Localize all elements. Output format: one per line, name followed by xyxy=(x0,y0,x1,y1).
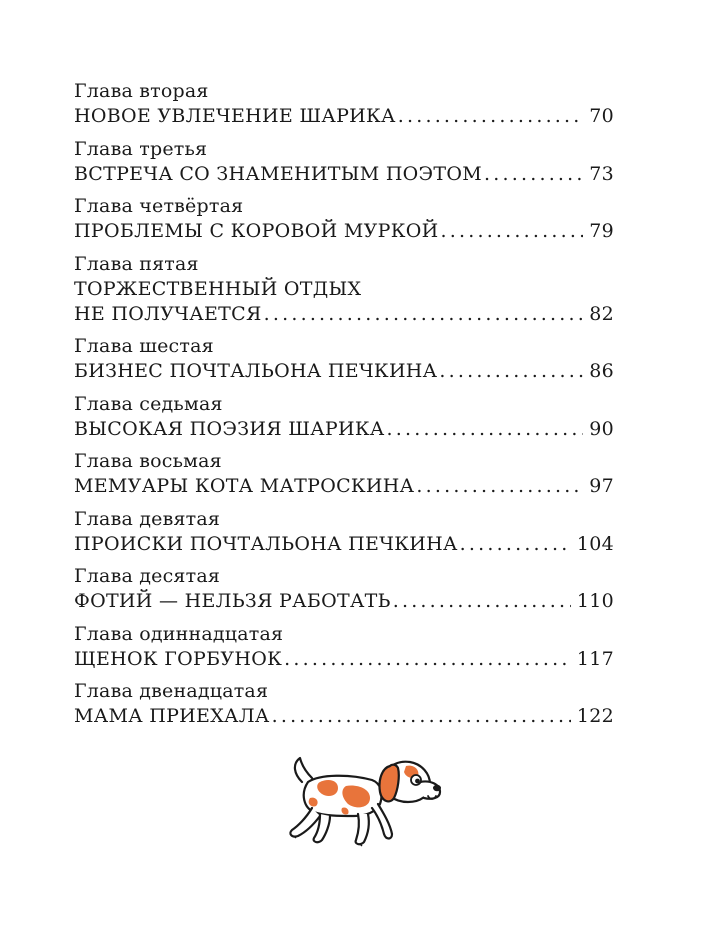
dot-leader xyxy=(264,302,584,327)
dot-leader xyxy=(284,647,571,672)
toc-entry[interactable] xyxy=(74,564,614,614)
toc-entry[interactable] xyxy=(74,252,614,327)
chapter-label: Глава шестая xyxy=(74,335,214,357)
chapter-title-row xyxy=(74,647,614,672)
dot-leader xyxy=(484,162,583,187)
chapter-title: НОВОЕ УВЛЕЧЕНИЕ ШАРИКА xyxy=(74,105,396,127)
chapter-title-row xyxy=(74,417,614,442)
page-number: 70 xyxy=(589,105,614,127)
chapter-title-row xyxy=(74,162,614,187)
chapter-title-row xyxy=(74,104,614,129)
chapter-title: НЕ ПОЛУЧАЕТСЯ xyxy=(74,302,262,325)
chapter-title: ПРОИСКИ ПОЧТАЛЬОНА ПЕЧКИНА xyxy=(74,532,458,555)
toc-entry[interactable] xyxy=(74,449,614,499)
dot-leader xyxy=(439,359,583,384)
toc-entry[interactable] xyxy=(74,507,614,557)
toc-entry[interactable] xyxy=(74,79,614,129)
chapter-title-row xyxy=(74,219,614,244)
dot-leader xyxy=(272,704,571,729)
dot-leader xyxy=(398,104,583,129)
toc-entry[interactable] xyxy=(74,334,614,384)
chapter-label: Глава десятая xyxy=(74,565,221,587)
chapter-title: ВЫСОКАЯ ПОЭЗИЯ ШАРИКА xyxy=(74,417,385,440)
dot-leader xyxy=(387,417,584,442)
toc-entry[interactable] xyxy=(74,679,614,729)
dot-leader xyxy=(441,219,584,244)
page-number: 97 xyxy=(589,475,614,497)
chapter-title: ЩЕНОК ГОРБУНОК xyxy=(74,647,283,670)
toc-entry[interactable] xyxy=(74,622,614,672)
dog-illustration-icon xyxy=(280,752,445,852)
chapter-title: ФОТИЙ — НЕЛЬЗЯ РАБОТАТЬ xyxy=(74,590,391,612)
page-number: 82 xyxy=(589,302,614,325)
chapter-label: Глава третья xyxy=(74,137,208,160)
dot-leader xyxy=(460,532,571,557)
toc-entry[interactable] xyxy=(74,137,614,187)
toc-entry[interactable] xyxy=(74,194,614,244)
chapter-label: Глава седьмая xyxy=(74,392,223,415)
page-number: 86 xyxy=(589,360,614,382)
chapter-title: МЕМУАРЫ КОТА МАТРОСКИНА xyxy=(74,475,415,497)
page-number: 104 xyxy=(576,532,614,555)
page-number: 79 xyxy=(589,220,614,242)
page-number: 122 xyxy=(576,705,614,727)
page-number: 90 xyxy=(589,417,614,440)
chapter-title: МАМА ПРИЕХАЛА xyxy=(74,705,270,727)
chapter-label: Глава вторая xyxy=(74,80,209,102)
chapter-title-row xyxy=(74,532,614,557)
chapter-label: Глава пятая xyxy=(74,252,199,275)
page-number: 110 xyxy=(576,590,614,612)
page-number: 117 xyxy=(576,647,614,670)
chapter-title-first-line: ТОРЖЕСТВЕННЫЙ ОТДЫХ xyxy=(74,277,362,300)
chapter-title-row xyxy=(74,589,614,614)
page-number: 73 xyxy=(589,162,614,185)
chapter-title-row xyxy=(74,704,614,729)
chapter-label: Глава одиннадцатая xyxy=(74,622,284,645)
chapter-title: БИЗНЕС ПОЧТАЛЬОНА ПЕЧКИНА xyxy=(74,360,438,382)
chapter-title-row xyxy=(74,359,614,384)
chapter-label: Глава восьмая xyxy=(74,450,222,472)
chapter-label: Глава девятая xyxy=(74,507,221,530)
dot-leader xyxy=(416,474,583,499)
dot-leader xyxy=(393,589,571,614)
table-of-contents xyxy=(74,79,614,737)
chapter-title-row xyxy=(74,302,614,327)
chapter-title: ВСТРЕЧА СО ЗНАМЕНИТЫМ ПОЭТОМ xyxy=(74,162,483,185)
chapter-label: Глава четвёртая xyxy=(74,195,244,217)
toc-entry[interactable] xyxy=(74,392,614,442)
chapter-title: ПРОБЛЕМЫ С КОРОВОЙ МУРКОЙ xyxy=(74,220,439,242)
chapter-title-row xyxy=(74,474,614,499)
chapter-label: Глава двенадцатая xyxy=(74,680,269,702)
